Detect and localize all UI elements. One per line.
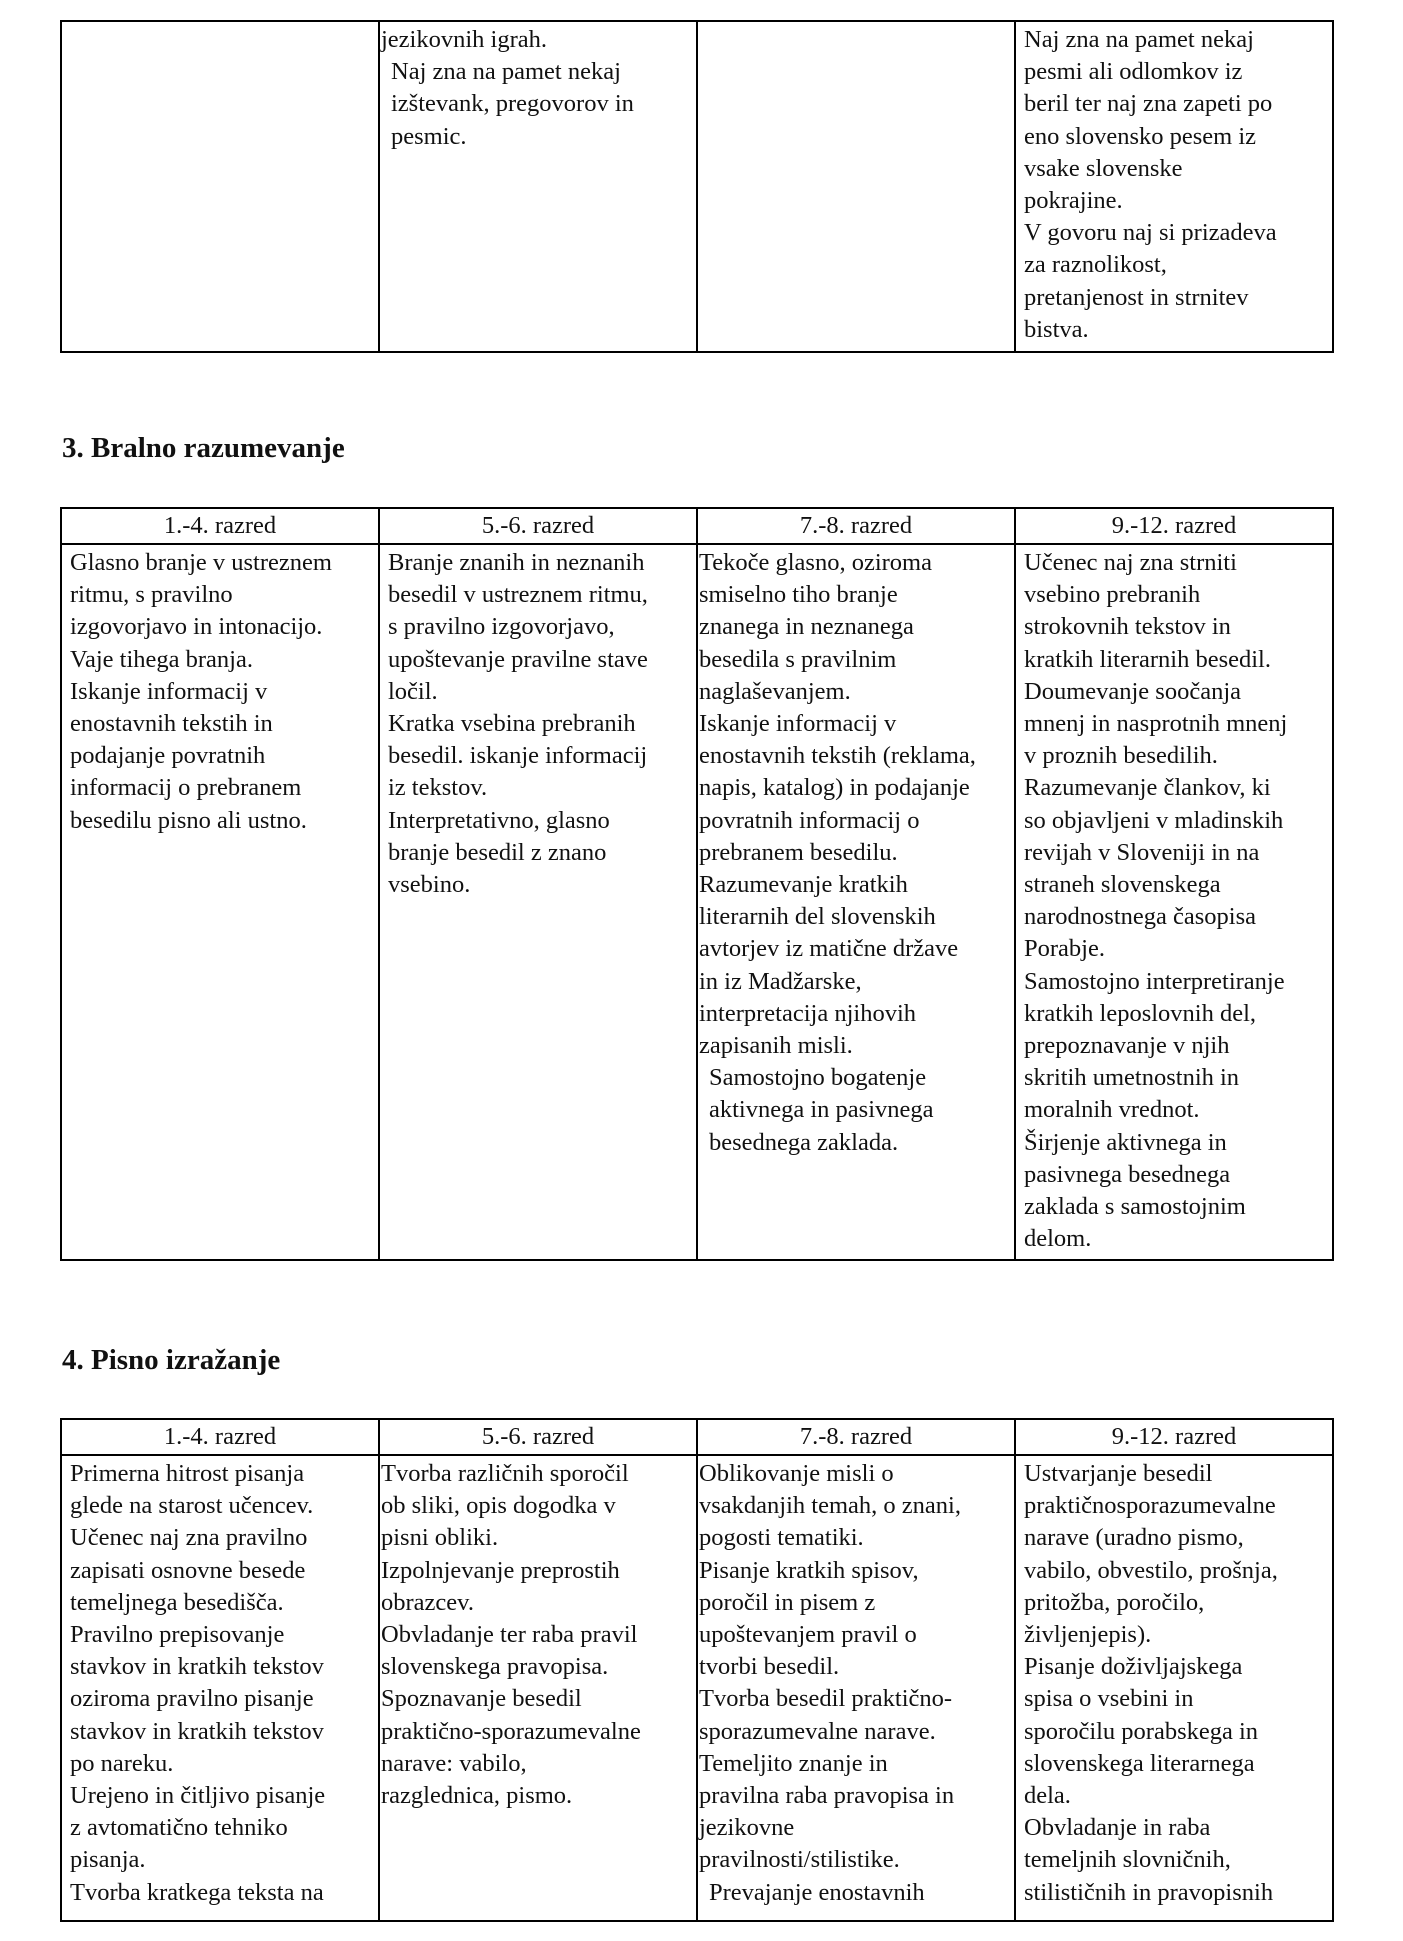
cell-text-line: narave (uradno pismo, — [1024, 1524, 1244, 1552]
cell-text-line: avtorjev iz matične države — [699, 935, 959, 963]
cell-text-line: Širjenje aktivnega in — [1024, 1128, 1227, 1156]
cell-text-line: smiselno tiho branje — [699, 581, 898, 609]
cell-text-line: Tvorba besedil praktično- — [699, 1685, 953, 1713]
cell-text-line: interpretacija njihovih — [699, 999, 917, 1027]
cell-text-line: pisni obliki. — [381, 1524, 499, 1552]
cell-text-line: Branje znanih in neznanih — [388, 549, 645, 576]
table-cell — [1015, 21, 1333, 352]
cell-text-line: pritožba, poročilo, — [1024, 1588, 1205, 1616]
table-cell — [61, 1455, 379, 1921]
cell-text-line: vsebino prebranih — [1024, 581, 1201, 609]
cell-text-line: pokrajine. — [1024, 187, 1123, 215]
cell-text-line: zapisati osnovne besede — [70, 1556, 306, 1584]
table-cell — [1015, 544, 1333, 1260]
table-row — [61, 544, 1333, 1260]
cell-text-line: moralnih vrednot. — [1024, 1096, 1200, 1124]
column-header: 9.-12. razred — [1015, 1419, 1333, 1455]
cell-text-line: življenjepis). — [1024, 1621, 1152, 1649]
cell-text-line: besedila s pravilnim — [699, 645, 897, 673]
cell-text-line: V govoru naj si prizadeva — [1024, 219, 1277, 247]
cell-text-line: upoštevanjem pravil o — [699, 1621, 917, 1649]
cell-text-line: slovenskega literarnega — [1024, 1749, 1255, 1777]
cell-text-line: Razumevanje člankov, ki — [1024, 774, 1271, 802]
cell-text-line: Učenec naj zna strniti — [1024, 549, 1237, 576]
column-header: 9.-12. razred — [1015, 508, 1333, 544]
cell-text-line: sporočilu porabskega in — [1024, 1717, 1259, 1745]
bralno-razumevanje-table — [60, 507, 1334, 1261]
cell-text-line: jezikovnih igrah. — [381, 26, 548, 53]
cell-text-line: Oblikovanje misli o — [699, 1460, 894, 1487]
cell-text-line: enostavnih tekstih in — [70, 710, 273, 738]
cell-text-line: stavkov in kratkih tekstov — [70, 1653, 324, 1681]
cell-text-line: Urejeno in čitljivo pisanje — [70, 1782, 326, 1810]
cell-text-line: vsakdanjih temah, o znani, — [699, 1492, 961, 1520]
cell-text-line: pisanja. — [70, 1846, 146, 1874]
cell-text-line: besedil v ustreznem ritmu, — [388, 581, 648, 609]
cell-text-line: Glasno branje v ustreznem — [70, 549, 332, 576]
cell-text-line: prepoznavanje v njih — [1024, 1032, 1230, 1060]
cell-text-line: Obvladanje in raba — [1024, 1814, 1211, 1842]
cell-text-line: praktičnosporazumevalne — [1024, 1492, 1276, 1520]
cell-text-line: skritih umetnostnih in — [1024, 1064, 1240, 1092]
cell-text-line: z avtomatično tehniko — [70, 1814, 288, 1842]
cell-text-line: narave: vabilo, — [381, 1749, 527, 1777]
cell-text-line: Prevajanje enostavnih — [709, 1878, 925, 1906]
cell-text-line: razglednica, pismo. — [381, 1782, 573, 1810]
cell-text-line: pesmic. — [391, 122, 467, 150]
cell-text-line: zapisanih misli. — [699, 1032, 853, 1060]
cell-text-line: prebranem besedilu. — [699, 838, 898, 866]
table-header-row — [61, 508, 1333, 544]
cell-text-line: delom. — [1024, 1225, 1092, 1253]
table-cell — [61, 21, 379, 352]
column-header: 1.-4. razred — [61, 1419, 379, 1455]
cell-text-line: zaklada s samostojnim — [1024, 1193, 1246, 1221]
cell-text-line: Spoznavanje besedil — [381, 1685, 582, 1713]
cell-text-line: stavkov in kratkih tekstov — [70, 1717, 324, 1745]
cell-text-line: Iskanje informacij v — [70, 677, 268, 705]
cell-text-line: Porabje. — [1024, 935, 1105, 963]
table-row — [61, 21, 1333, 352]
cell-text-line: pravilnosti/stilistike. — [699, 1846, 900, 1874]
cell-text-line: Pisanje kratkih spisov, — [699, 1556, 919, 1584]
cell-text-line: po nareku. — [70, 1749, 174, 1777]
cell-text-line: znanega in neznanega — [699, 613, 914, 641]
cell-text-line: podajanje povratnih — [70, 742, 266, 770]
cell-text-line: informacij o prebranem — [70, 774, 302, 802]
cell-text-line: ob sliki, opis dogodka v — [381, 1492, 616, 1520]
cell-text-line: aktivnega in pasivnega — [709, 1096, 934, 1124]
cell-text-line: vsebino. — [388, 871, 471, 899]
column-header: 5.-6. razred — [379, 508, 697, 544]
cell-text-line: Samostojno interpretiranje — [1024, 967, 1285, 995]
cell-text-line: za raznolikost, — [1024, 251, 1167, 279]
table-cell — [379, 1455, 697, 1921]
cell-text-line: branje besedil z znano — [388, 838, 607, 866]
cell-text-line: Pravilno prepisovanje — [70, 1621, 285, 1649]
cell-text-line: iz tekstov. — [388, 774, 488, 802]
table-header-row — [61, 1419, 1333, 1455]
cell-text-line: Primerna hitrost pisanja — [70, 1460, 305, 1487]
cell-text-line: pogosti tematiki. — [699, 1524, 864, 1552]
section-heading-bralno-razumevanje: 3. Bralno razumevanje — [62, 432, 345, 464]
pisno-izrazanje-table — [60, 1418, 1334, 1922]
cell-text-line: napis, katalog) in podajanje — [699, 774, 970, 802]
cell-text-line: povratnih informacij o — [699, 806, 920, 834]
cell-text-line: Iskanje informacij v — [699, 710, 897, 738]
cell-text-line: Pisanje doživljajskega — [1024, 1653, 1243, 1681]
cell-text-line: besedil. iskanje informacij — [388, 742, 648, 770]
cell-text-line: temeljnih slovničnih, — [1024, 1846, 1231, 1874]
cell-text-line: beril ter naj zna zapeti po — [1024, 90, 1273, 118]
table-cell — [697, 21, 1015, 352]
cell-text-line: izgovorjavo in intonacijo. — [70, 613, 323, 641]
cell-text-line: strokovnih tekstov in — [1024, 613, 1231, 641]
curriculum-table-continued — [60, 20, 1334, 353]
cell-text-line: ločil. — [388, 677, 438, 705]
table-cell — [379, 544, 697, 1260]
cell-text-line: Tvorba različnih sporočil — [381, 1460, 629, 1487]
cell-text-line: Učenec naj zna pravilno — [70, 1524, 308, 1552]
cell-text-line: dela. — [1024, 1782, 1071, 1810]
column-header: 5.-6. razred — [379, 1419, 697, 1455]
table-cell — [1015, 1455, 1333, 1921]
cell-text-line: Ustvarjanje besedil — [1024, 1460, 1213, 1487]
table-cell — [697, 544, 1015, 1260]
cell-text-line: pravilna raba pravopisa in — [699, 1782, 955, 1810]
cell-text-line: stilističnih in pravopisnih — [1024, 1878, 1274, 1906]
cell-text-line: Tvorba kratkega teksta na — [70, 1878, 324, 1906]
cell-text-line: naglaševanjem. — [699, 677, 851, 705]
cell-text-line: Samostojno bogatenje — [709, 1064, 927, 1092]
cell-text-line: ritmu, s pravilno — [70, 581, 233, 609]
cell-text-line: Naj zna na pamet nekaj — [391, 58, 621, 86]
cell-text-line: v proznih besedilih. — [1024, 742, 1218, 770]
cell-text-line: Temeljito znanje in — [699, 1749, 888, 1777]
cell-text-line: spisa o vsebini in — [1024, 1685, 1194, 1713]
cell-text-line: temeljnega besedišča. — [70, 1588, 284, 1616]
cell-text-line: mnenj in nasprotnih mnenj — [1024, 710, 1288, 738]
cell-text-line: revijah v Sloveniji in na — [1024, 838, 1260, 866]
cell-text-line: Doumevanje soočanja — [1024, 677, 1242, 705]
cell-text-line: vsake slovenske — [1024, 154, 1183, 182]
cell-text-line: literarnih del slovenskih — [699, 903, 936, 931]
cell-text-line: pasivnega besednega — [1024, 1160, 1231, 1188]
cell-text-line: so objavljeni v mladinskih — [1024, 806, 1284, 834]
cell-text-line: eno slovensko pesem iz — [1024, 122, 1257, 150]
table-row — [61, 1455, 1333, 1921]
cell-text-line: pretanjenost in strnitev — [1024, 283, 1249, 311]
cell-text-line: s pravilno izgovorjavo, — [388, 613, 615, 641]
table-cell — [697, 1455, 1015, 1921]
section-heading-pisno-izrazanje: 4. Pisno izražanje — [62, 1344, 281, 1376]
cell-text-line: tvorbi besedil. — [699, 1653, 840, 1681]
cell-text-line: kratkih leposlovnih del, — [1024, 999, 1257, 1027]
column-header: 1.-4. razred — [61, 508, 379, 544]
cell-text-line: Izpolnjevanje preprostih — [381, 1556, 620, 1584]
cell-text-line: izštevank, pregovorov in — [391, 90, 634, 118]
column-header: 7.-8. razred — [697, 508, 1015, 544]
cell-text-line: Interpretativno, glasno — [388, 806, 610, 834]
cell-text-line: vabilo, obvestilo, prošnja, — [1024, 1556, 1278, 1584]
cell-text-line: besednega zaklada. — [709, 1128, 899, 1156]
cell-text-line: Razumevanje kratkih — [699, 871, 908, 899]
column-header: 7.-8. razred — [697, 1419, 1015, 1455]
cell-text-line: pesmi ali odlomkov iz — [1024, 58, 1243, 86]
cell-text-line: besedilu pisno ali ustno. — [70, 806, 307, 834]
cell-text-line: kratkih literarnih besedil. — [1024, 645, 1271, 673]
cell-text-line: bistva. — [1024, 315, 1089, 343]
table-cell — [61, 544, 379, 1260]
cell-text-line: in iz Madžarske, — [699, 967, 862, 995]
cell-text-line: Tekoče glasno, oziroma — [699, 549, 932, 576]
cell-text-line: slovenskega pravopisa. — [381, 1653, 609, 1681]
cell-text-line: sporazumevalne narave. — [699, 1717, 936, 1745]
cell-text-line: glede na starost učencev. — [70, 1492, 314, 1520]
cell-text-line: poročil in pisem z — [699, 1588, 876, 1616]
cell-text-line: jezikovne — [699, 1814, 795, 1842]
cell-text-line: Kratka vsebina prebranih — [388, 710, 636, 738]
cell-text-line: enostavnih tekstih (reklama, — [699, 742, 976, 770]
cell-text-line: oziroma pravilno pisanje — [70, 1685, 314, 1713]
cell-text-line: straneh slovenskega — [1024, 871, 1221, 899]
cell-text-line: Vaje tihega branja. — [70, 645, 253, 673]
cell-text-line: upoštevanje pravilne stave — [388, 645, 648, 673]
cell-text-line: Naj zna na pamet nekaj — [1024, 26, 1254, 53]
cell-text-line: Obvladanje ter raba pravil — [381, 1621, 638, 1649]
table-cell — [379, 21, 697, 352]
cell-text-line: narodnostnega časopisa — [1024, 903, 1256, 931]
cell-text-line: obrazcev. — [381, 1588, 474, 1616]
cell-text-line: praktično-sporazumevalne — [381, 1717, 641, 1745]
